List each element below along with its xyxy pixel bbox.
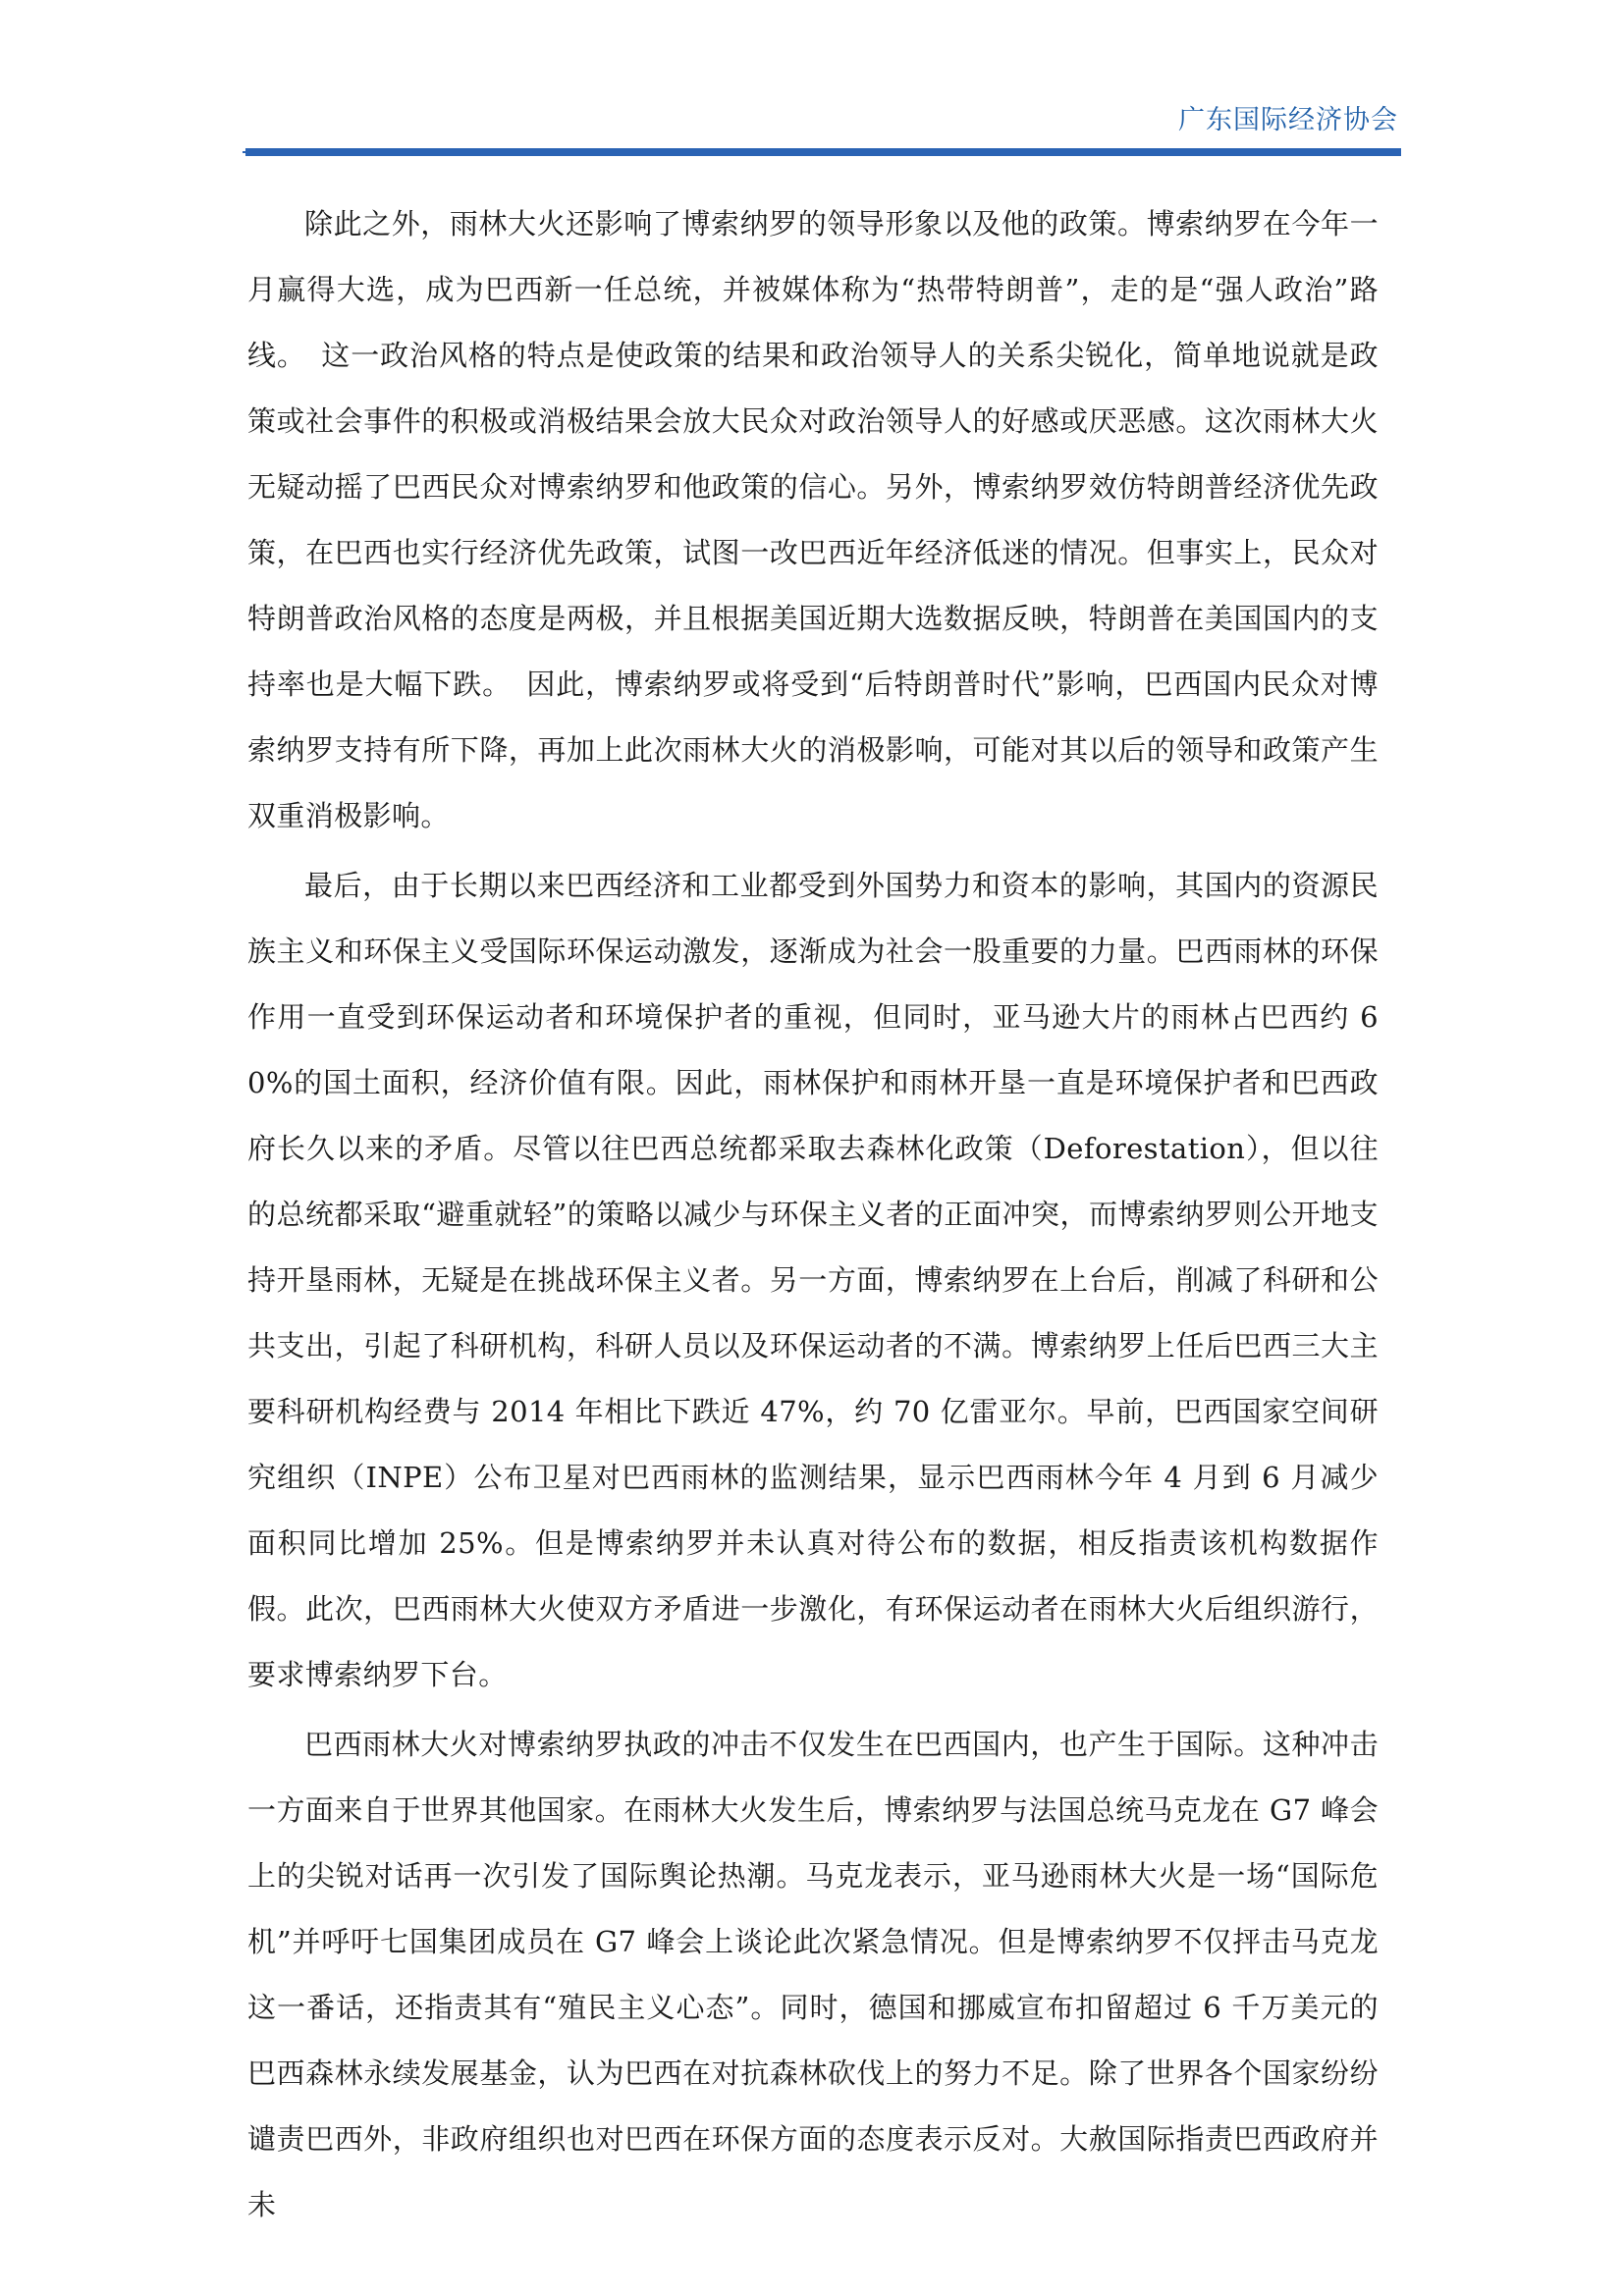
organization-name: 广东国际经济协会 [1178, 105, 1398, 135]
paragraph-international-impact: 巴西雨林大火对博索纳罗执政的冲击不仅发生在巴西国内，也产生于国际。这种冲击一方面来自于世界其他国家。在雨林大火发生后，博索纳罗与法国总统马克龙在 G7 峰会上的尖锐对话再一次引发了国际舆论热潮。马克龙表示，亚马逊雨林大火是一场“国际危机”并呼吁七国集团成员在 G7 峰会上谈论此次紧急情况。但是博索纳罗不仅抨击马克龙这一番话，还指责其有“殖民主义心态”。同时，德国和挪威宣布扣留超过 6 千万美元的巴西森林永续发展基金，认为巴西在对抗森林砍伐上的努力不足。除了世界各个国家纷纷谴责巴西外，非政府组织也对巴西在环保方面的态度表示反对。大赦国际指责巴西政府并未 [247, 1728, 1379, 2221]
paragraph-leadership-impact: 除此之外，雨林大火还影响了博索纳罗的领导形象以及他的政策。博索纳罗在今年一月赢得大选，成为巴西新一任总统，并被媒体称为“热带特朗普”，走的是“强人政治”路线。 这一政治风格的特点是使政策的结果和政治领导人的关系尖锐化，简单地说就是政策或社会事件的积极或消极结果会放大民众对政治领导人的好感或厌恶感。这次雨林大火无疑动摇了巴西民众对博索纳罗和他政策的信心。另外，博索纳罗效仿特朗普经济优先政策，在巴西也实行经济优先政策，试图一改巴西近年经济低迷的情况。但事实上，民众对特朗普政治风格的态度是两极，并且根据美国近期大选数据反映，特朗普在美国国内的支持率也是大幅下跌。 因此，博索纳罗或将受到“后特朗普时代”影响，巴西国内民众对博索纳罗支持有所下降，再加上此次雨林大火的消极影响，可能对其以后的领导和政策产生双重消极影响。 [247, 207, 1379, 832]
paragraph-environmentalism: 最后，由于长期以来巴西经济和工业都受到外国势力和资本的影响，其国内的资源民族主义和环保主义受国际环保运动激发，逐渐成为社会一股重要的力量。巴西雨林的环保作用一直受到环保运动者和环境保护者的重视，但同时，亚马逊大片的雨林占巴西约 60%的国土面积，经济价值有限。因此，雨林保护和雨林开垦一直是环境保护者和巴西政府长久以来的矛盾。尽管以往巴西总统都采取去森林化政策（Deforestation），但以往的总统都采取“避重就轻”的策略以减少与环保主义者的正面冲突，而博索纳罗则公开地支持开垦雨林，无疑是在挑战环保主义者。另一方面，博索纳罗在上台后，削减了科研和公共支出，引起了科研机构，科研人员以及环保运动者的不满。博索纳罗上任后巴西三大主要科研机构经费与 2014 年相比下跌近 47%，约 70 亿雷亚尔。早前，巴西国家空间研究组织（INPE）公布卫星对巴西雨林的监测结果，显示巴西雨林今年 4 月到 6 月减少面积同比增加 25%。但是博索纳罗并未认真对待公布的数据，相反指责该机构数据作假。此次，巴西雨林大火使双方矛盾进一步激化，有环保运动者在雨林大火后组织游行，要求博索纳罗下台。 [247, 869, 1379, 1691]
header-divider [245, 148, 1401, 156]
article-body [247, 191, 1379, 2242]
